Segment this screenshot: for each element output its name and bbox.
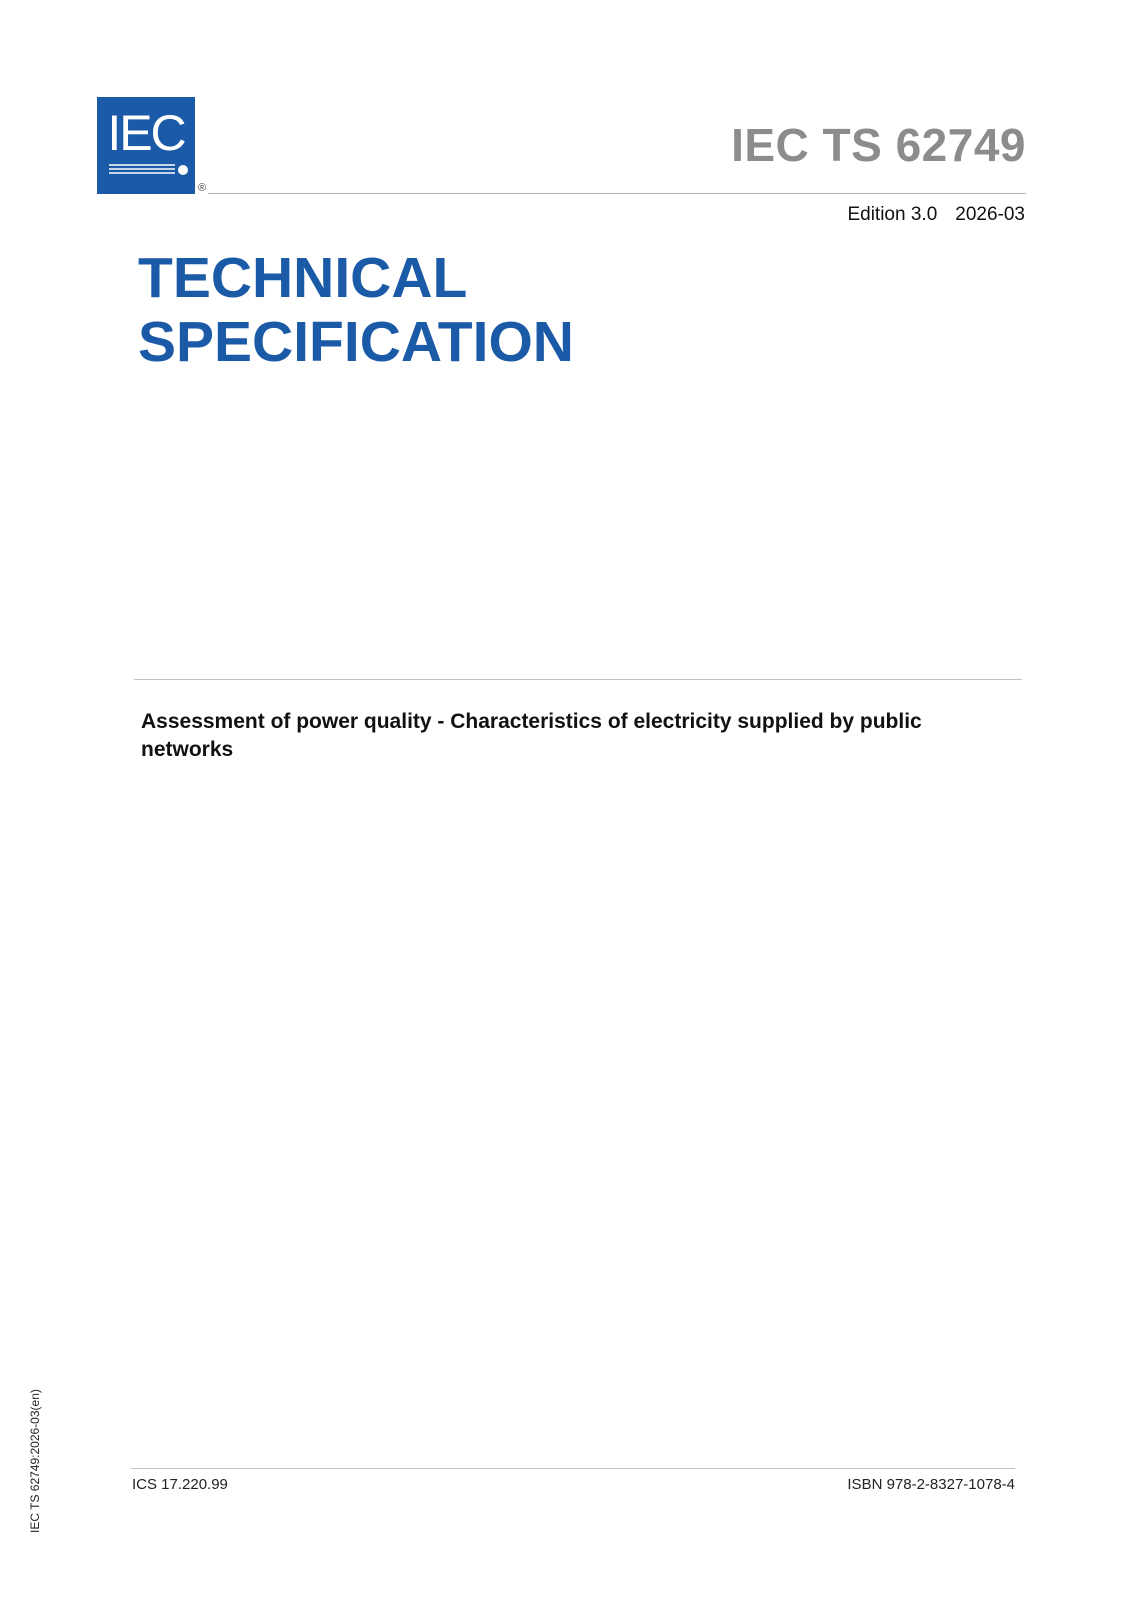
document-type-line-1: TECHNICAL xyxy=(138,246,468,310)
document-type-line-2: SPECIFICATION xyxy=(138,310,574,374)
subject-title-line-2: networks xyxy=(141,738,234,761)
edition: Edition 3.0 xyxy=(847,204,938,225)
document-number: IEC TS 62749 xyxy=(731,119,1026,171)
subject-title-line-1: Assessment of power quality - Characteristics of electricity supplied by public xyxy=(141,710,922,733)
footer-divider xyxy=(131,1468,1015,1469)
ics-code: ICS 17.220.99 xyxy=(132,1476,228,1493)
document-type-title xyxy=(138,246,574,374)
edition-date: 2026-03 xyxy=(955,204,1025,225)
iec-logo xyxy=(97,97,195,194)
header-divider xyxy=(208,193,1026,194)
isbn-number: ISBN 978-2-8327-1078-4 xyxy=(847,1476,1015,1493)
registered-mark: ® xyxy=(198,182,207,194)
title-divider xyxy=(134,679,1022,680)
logo-lines-icon xyxy=(109,163,191,177)
logo-text: IEC xyxy=(107,105,185,161)
edition-line xyxy=(847,204,1025,226)
subject-title xyxy=(141,708,1021,764)
side-reference: IEC TS 62749:2026-03(en) xyxy=(28,1389,42,1533)
